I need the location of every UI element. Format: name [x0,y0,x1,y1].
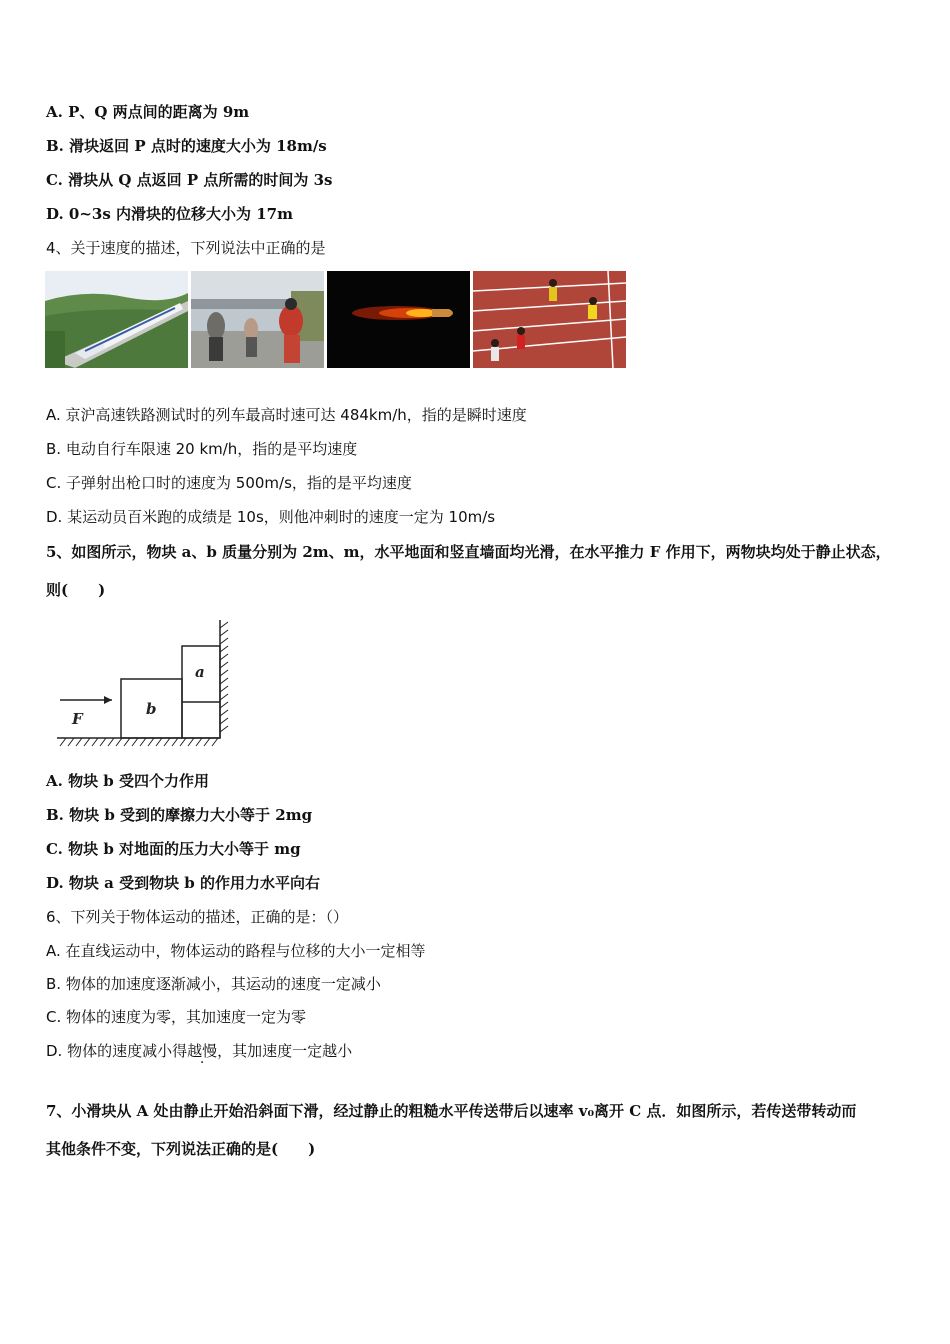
q5-option-b: B. 物块 b 受到的摩擦力大小等于 2mg [46,806,313,824]
q5-option-c: C. 物块 b 对地面的压力大小等于 mg [46,840,301,858]
q5-option-d: D. 物块 a 受到物块 b 的作用力水平向右 [46,874,321,892]
q6-option-d-pre: D. 物体的速度减小得 [46,1042,188,1060]
q4-option-b: B. 电动自行车限速 20 km/h，指的是平均速度 [46,440,358,458]
q3-option-a: A. P、Q 两点间的距离为 9m [46,103,250,121]
block-a-label: a [195,663,205,681]
q4-option-d: D. 某运动员百米跑的成绩是 10s，则他冲刺时的速度一定为 10m/s [46,508,496,526]
q4-option-c: C. 子弹射出枪口时的速度为 500m/s，指的是平均速度 [46,474,412,492]
q7-stem-line1: 7、小滑块从 A 处由静止开始沿斜面下滑，经过静止的粗糙水平传送带后以速率 v₀离开 C 点．如图所示，若传送带转动而 [46,1102,857,1120]
q4-stem: 4、关于速度的描述，下列说法中正确的是 [46,239,326,257]
q3-option-d: D. 0~3s 内滑块的位移大小为 17m [46,205,293,223]
q6-option-d-post: ，其加速度一定越小 [217,1042,353,1060]
q6-option-d-emphasis: 越慢 [187,1042,218,1060]
q6-stem: 6、下列关于物体运动的描述，正确的是：（） [46,908,349,926]
force-label: F [72,710,83,728]
block-a [182,646,220,738]
q5-stem-line2: 则( ) [46,581,106,599]
q6-option-b: B. 物体的加速度逐渐减小，其运动的速度一定减小 [46,975,381,993]
q6-option-c: C. 物体的速度为零，其加速度一定为零 [46,1008,307,1026]
bullet-photo [327,271,470,368]
q3-option-c: C. 滑块从 Q 点返回 P 点所需的时间为 3s [46,171,333,189]
sprinters-photo [473,271,626,368]
electric-bikes-photo [191,271,324,368]
q3-option-b: B. 滑块返回 P 点时的速度大小为 18m/s [46,137,327,155]
blocks-wall-diagram [52,612,232,747]
block-b-label: b [146,700,157,718]
q4-option-a: A. 京沪高速铁路测试时的列车最高时速可达 484km/h，指的是瞬时速度 [46,406,527,424]
q6-option-a: A. 在直线运动中，物体运动的路程与位移的大小一定相等 [46,942,426,960]
q5-option-a: A. 物块 b 受四个力作用 [46,772,210,790]
high-speed-train-photo [45,271,188,368]
q7-stem-line2: 其他条件不变，下列说法正确的是( ) [46,1140,316,1158]
q6-option-d [46,1041,352,1061]
q5-stem-line1: 5、如图所示，物块 a、b 质量分别为 2m、m，水平地面和竖直墙面均光滑，在水平推力 F 作用下，两物块均处于静止状态， [46,543,891,561]
